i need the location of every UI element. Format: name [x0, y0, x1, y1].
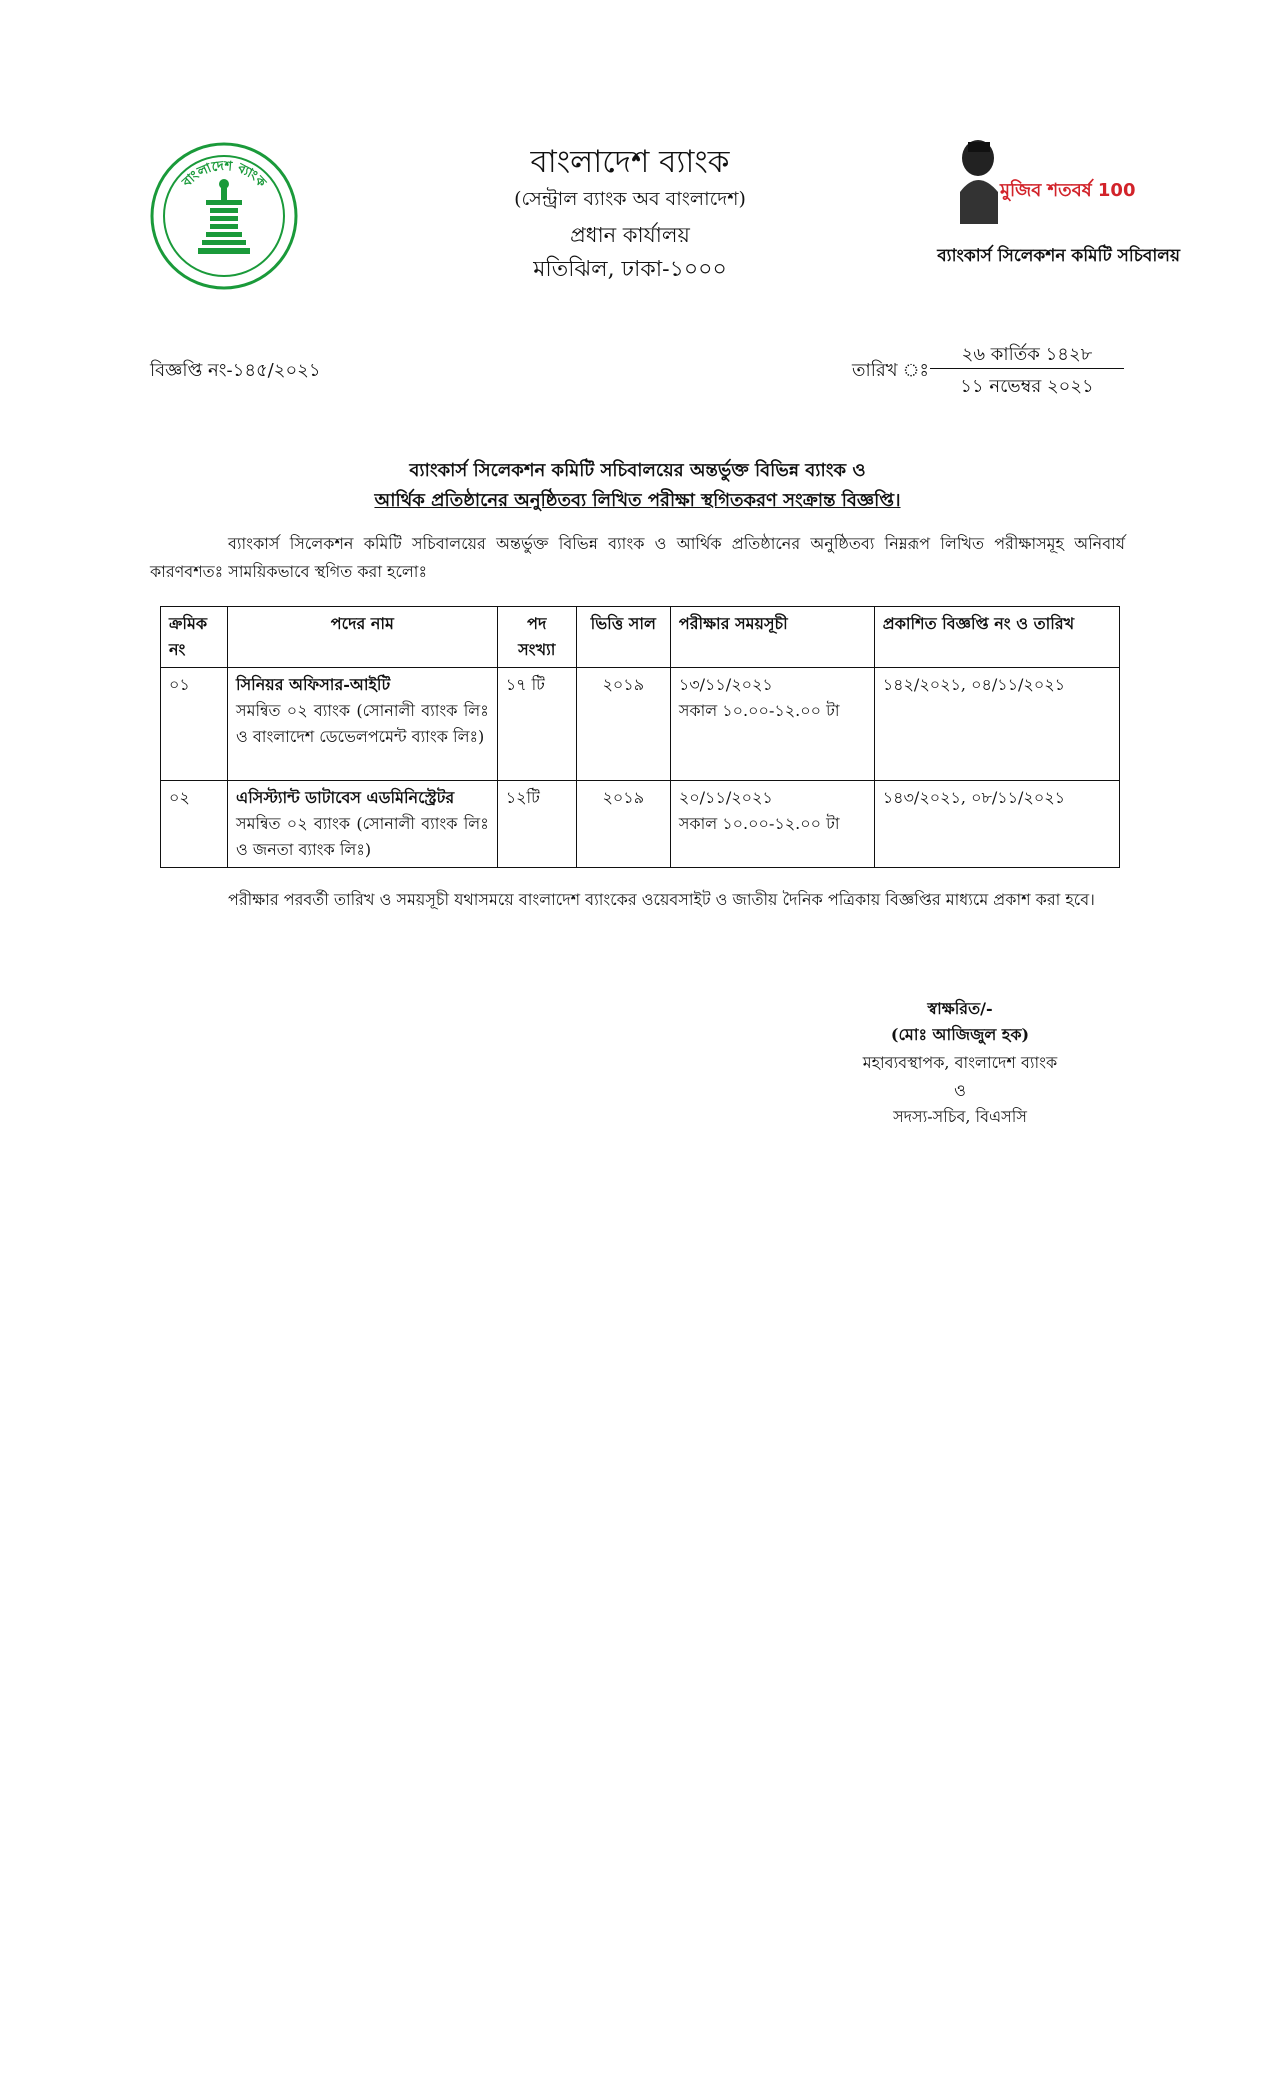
bangladesh-bank-logo	[148, 140, 300, 292]
table-row	[161, 781, 1120, 868]
cell-schedule	[670, 668, 874, 781]
table-row	[161, 668, 1120, 781]
cell-published: ১৪৩/২০২১, ০৮/১১/২০২১	[874, 781, 1119, 868]
logo-text: বাংলাদেশ ব্যাংক	[179, 158, 269, 191]
header-serial: ক্রমিক নং	[161, 607, 228, 668]
post-detail: সমন্বিত ০২ ব্যাংক (সোনালী ব্যাংক লিঃ ও জনতা ব্যাংক লিঃ)	[236, 814, 489, 859]
mujib-centenary-logo	[946, 132, 1136, 224]
bank-subtitle: (সেন্ট্রাল ব্যাংক অব বাংলাদেশ)	[514, 188, 746, 210]
office-address: মতিঝিল, ঢাকা-১০০০	[533, 257, 727, 282]
head-office-label: প্রধান কার্যালয়	[570, 223, 690, 247]
date-gregorian: ১১ নভেম্বর ২০২১	[960, 376, 1094, 397]
cell-published: ১৪২/২০২১, ০৪/১১/২০২১	[874, 668, 1119, 781]
cell-post	[228, 668, 498, 781]
post-title: এসিস্ট্যান্ট ডাটাবেস এডমিনিস্ট্রেটর	[236, 788, 455, 807]
cell-count: ১২টি	[497, 781, 576, 868]
date-bangla: ২৬ কার্তিক ১৪২৮	[961, 344, 1093, 365]
headline-line-2	[150, 486, 1125, 517]
post-title: সিনিয়র অফিসার-আইটি	[236, 675, 391, 694]
date-label: তারিখ ঃ	[852, 360, 930, 381]
signatory-conjunction: ও	[954, 1081, 966, 1100]
post-detail: সমন্বিত ০২ ব্যাংক (সোনালী ব্যাংক লিঃ ও বাংলাদেশ ডেভেলপমেন্ট ব্যাংক লিঃ)	[236, 701, 489, 746]
cell-year: ২০১৯	[576, 668, 670, 781]
secretariat-label: ব্যাংকার্স সিলেকশন কমিটি সচিবালয়	[937, 246, 1180, 266]
headline-line-2-text: আর্থিক প্রতিষ্ঠানের অনুষ্ঠিতব্য লিখিত পরীক্ষা স্থগিতকরণ সংক্রান্ত বিজ্ঞপ্তি।	[374, 490, 901, 511]
intro-paragraph: ব্যাংকার্স সিলেকশন কমিটি সচিবালয়ের অন্তর্ভুক্ত বিভিন্ন ব্যাংক ও আর্থিক প্রতিষ্ঠানের অনুষ্ঠিতব্য নিম্নরূপ লিখিত পরীক্ষাসমূহ অনিবার্য কারণবশতঃ সাময়িকভাবে স্থগিত করা হলোঃ	[150, 534, 1125, 581]
header-published: প্রকাশিত বিজ্ঞপ্তি নং ও তারিখ	[874, 607, 1119, 668]
signatory-role: সদস্য-সচিব, বিএসসি	[893, 1107, 1027, 1126]
header-year: ভিত্তি সাল	[576, 607, 670, 668]
signatory-name: (মোঃ আজিজুল হক)	[890, 1025, 1030, 1044]
headline-line-1: ব্যাংকার্স সিলেকশন কমিটি সচিবালয়ের অন্তর্ভুক্ত বিভিন্ন ব্যাংক ও	[409, 460, 866, 481]
header-schedule: পরীক্ষার সময়সূচী	[670, 607, 874, 668]
closing-paragraph: পরীক্ষার পরবর্তী তারিখ ও সময়সূচী যথাসময়ে বাংলাদেশ ব্যাংকের ওয়েবসাইট ও জাতীয় দৈনিক পত্রিকায় বিজ্ঞপ্তির মাধ্যমে প্রকাশ করা হবে।	[228, 890, 1095, 909]
exam-date: ১৩/১১/২০২১	[678, 675, 773, 694]
bank-title: বাংলাদেশ ব্যাংক	[530, 144, 730, 180]
signatory-designation: মহাব্যবস্থাপক, বাংলাদেশ ব্যাংক	[862, 1053, 1058, 1072]
cell-post	[228, 781, 498, 868]
exam-date: ২০/১১/২০২১	[678, 788, 773, 807]
notice-number: বিজ্ঞপ্তি নং-১৪৫/২০২১	[150, 360, 321, 381]
exam-time: সকাল ১০.০০-১২.০০ টা	[678, 814, 840, 833]
cell-count: ১৭ টি	[497, 668, 576, 781]
cell-year: ২০১৯	[576, 781, 670, 868]
cell-schedule	[670, 781, 874, 868]
cell-serial: ০২	[161, 781, 228, 868]
header-count: পদ সংখ্যা	[497, 607, 576, 668]
cell-serial: ০১	[161, 668, 228, 781]
mujib-logo-text: মুজিব শতবর্ষ 100	[1000, 180, 1136, 201]
exam-time: সকাল ১০.০০-১২.০০ টা	[678, 701, 840, 720]
table-header-row	[161, 607, 1120, 668]
date-divider	[930, 368, 1124, 369]
header-post: পদের নাম	[228, 607, 498, 668]
signature-signed: স্বাক্ষরিত/-	[927, 999, 993, 1018]
exam-schedule-table	[160, 606, 1120, 868]
